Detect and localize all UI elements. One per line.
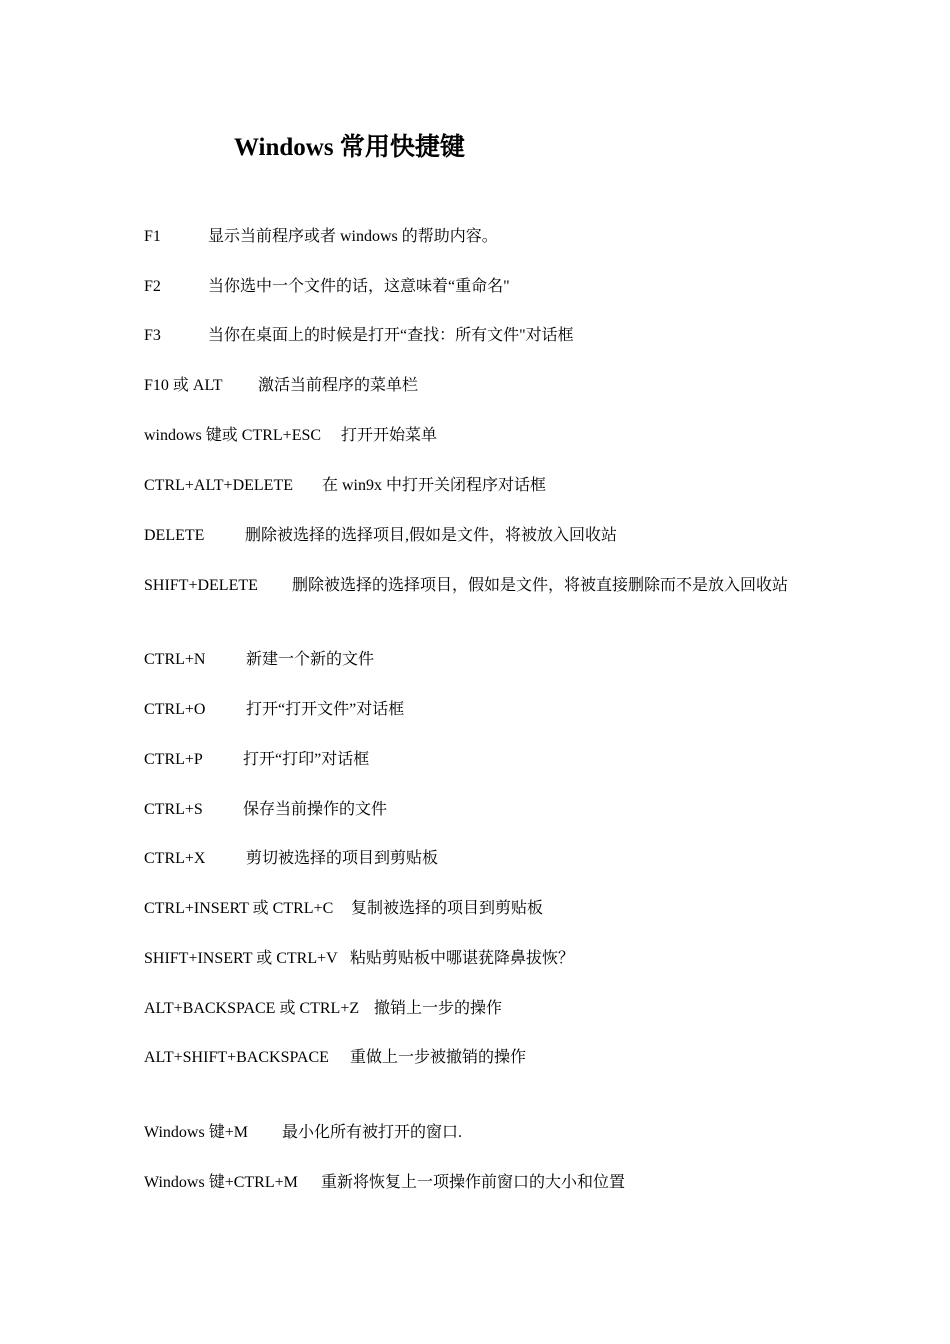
shortcut-description: 删除被选择的选择项目，假如是文件，将被直接删除而不是放入回收站 (292, 577, 789, 594)
shortcut-key: CTRL+X (144, 850, 206, 867)
shortcut-key: Windows 键+CTRL+M (144, 1174, 298, 1191)
shortcut-key: ALT+SHIFT+BACKSPACE (144, 1049, 329, 1066)
shortcut-entry (144, 797, 814, 822)
shortcut-description: 当你在桌面上的时候是打开“查找：所有文件"对话框 (208, 327, 574, 344)
shortcut-key: F3 (144, 327, 161, 344)
shortcut-description: 在 win9x 中打开关闭程序对话框 (322, 477, 547, 494)
shortcut-key: CTRL+P (144, 751, 203, 768)
shortcut-entry (144, 647, 814, 672)
shortcut-entry (144, 1120, 814, 1145)
shortcut-entry (144, 1170, 814, 1195)
shortcut-key: Windows 键+M (144, 1124, 248, 1141)
shortcut-key: CTRL+O (144, 701, 206, 718)
shortcut-description: 打开“打印”对话框 (243, 751, 370, 768)
shortcut-key: CTRL+INSERT 或 CTRL+C (144, 900, 334, 917)
shortcut-entry (144, 373, 814, 398)
shortcut-description: 新建一个新的文件 (246, 651, 375, 668)
shortcut-key: F1 (144, 228, 161, 245)
shortcut-entry (144, 747, 814, 772)
shortcut-entry (144, 996, 814, 1021)
shortcut-key: F2 (144, 278, 161, 295)
shortcut-description: 剪切被选择的项目到剪贴板 (246, 850, 439, 867)
shortcut-entry (144, 946, 814, 971)
shortcut-description: 删除被选择的选择项目,假如是文件，将被放入回收站 (245, 527, 618, 544)
shortcut-description: 打开“打开文件”对话框 (246, 701, 405, 718)
shortcut-key: CTRL+S (144, 801, 203, 818)
shortcut-description: 打开开始菜单 (341, 427, 438, 444)
shortcut-entry (144, 224, 814, 249)
shortcut-key: SHIFT+DELETE (144, 577, 258, 594)
shortcut-entry (144, 523, 814, 548)
shortcut-entry (144, 274, 814, 299)
shortcut-entry (144, 323, 814, 348)
shortcut-description: 粘贴剪贴板中哪谌莸降鼻拔恢？ (350, 950, 575, 967)
shortcut-description: 保存当前操作的文件 (243, 801, 388, 818)
shortcut-entry (144, 896, 814, 921)
shortcut-description: 最小化所有被打开的窗口. (282, 1124, 463, 1141)
shortcut-entry (144, 423, 814, 448)
shortcut-description: 当你选中一个文件的话，这意味着“重命名" (208, 278, 510, 295)
shortcut-key: F10 或 ALT (144, 377, 223, 394)
shortcut-key: SHIFT+INSERT 或 CTRL+V (144, 950, 338, 967)
shortcut-description: 撤销上一步的操作 (374, 1000, 503, 1017)
shortcut-key: CTRL+N (144, 651, 206, 668)
shortcut-key: windows 键或 CTRL+ESC (144, 427, 322, 444)
shortcut-description: 复制被选择的项目到剪贴板 (351, 900, 544, 917)
document-title: Windows 常用快捷键 (234, 134, 465, 161)
shortcut-entry (144, 846, 814, 871)
shortcut-description: 重做上一步被撤销的操作 (350, 1049, 527, 1066)
shortcut-key: CTRL+ALT+DELETE (144, 477, 293, 494)
shortcut-description: 重新将恢复上一项操作前窗口的大小和位置 (321, 1174, 626, 1191)
shortcut-description: 显示当前程序或者 windows 的帮助内容。 (208, 228, 498, 245)
shortcut-entry (144, 697, 814, 722)
shortcut-entry (144, 473, 814, 498)
shortcut-key: DELETE (144, 527, 205, 544)
shortcut-entry (144, 573, 814, 598)
shortcut-description: 激活当前程序的菜单栏 (258, 377, 419, 394)
shortcut-entry (144, 1045, 814, 1070)
shortcut-key: ALT+BACKSPACE 或 CTRL+Z (144, 1000, 360, 1017)
